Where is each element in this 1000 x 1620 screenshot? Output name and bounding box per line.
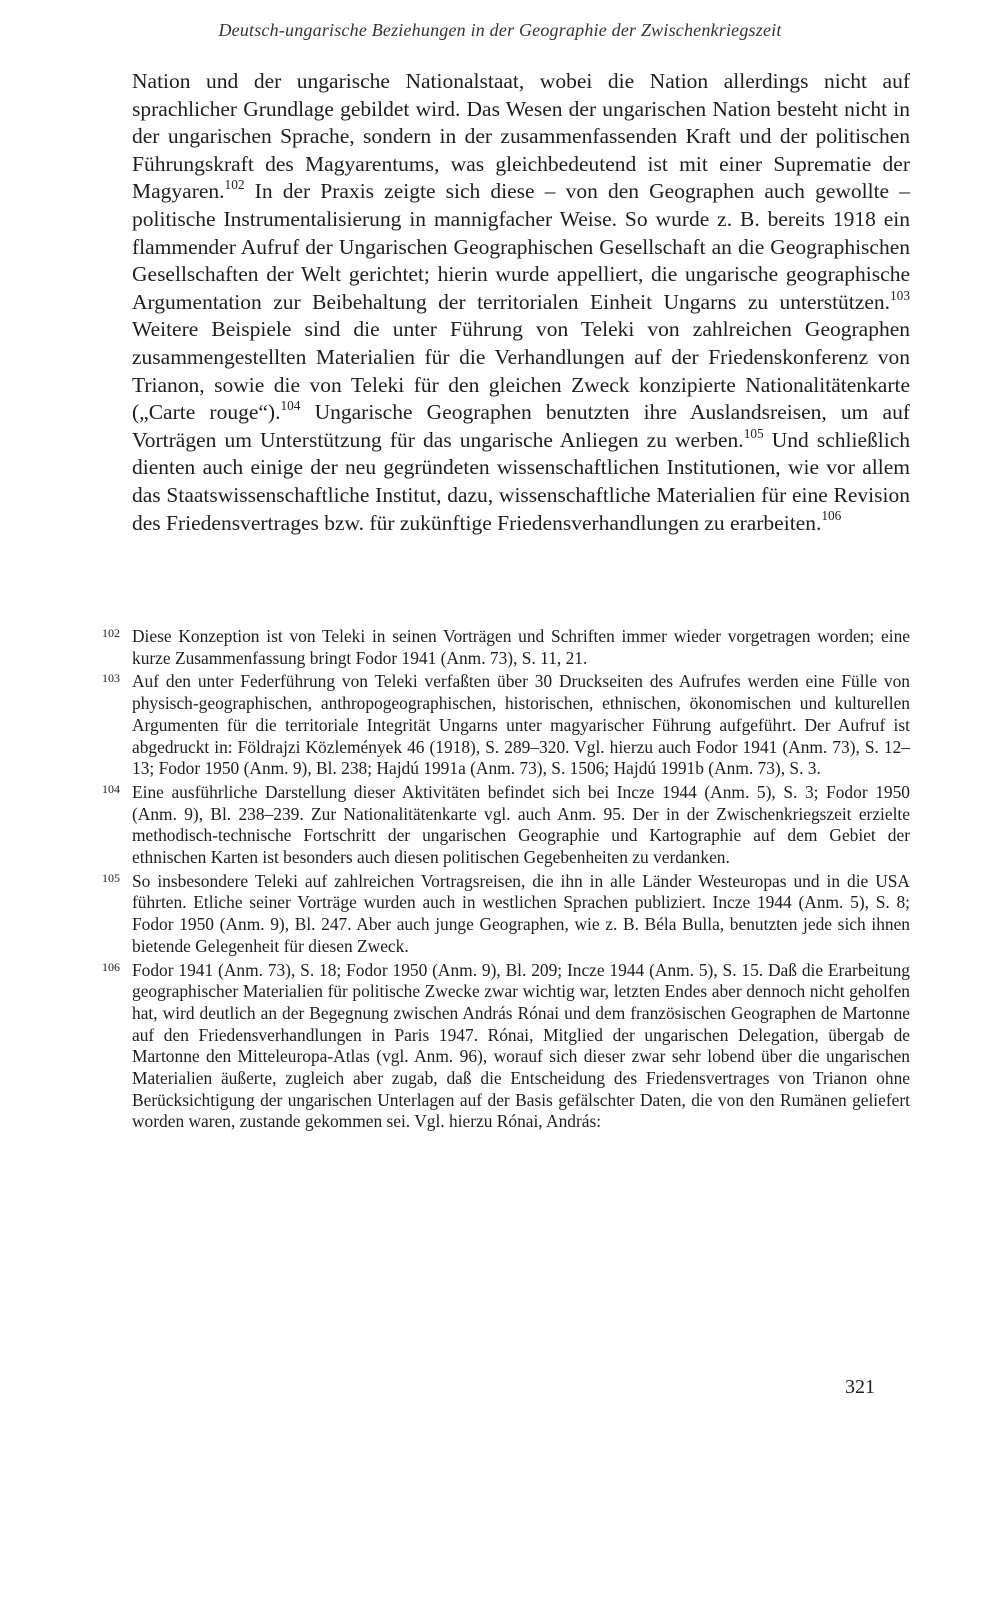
footnote-text: Auf den unter Federführung von Teleki verfaßten über 30 Druckseiten des Aufrufes werden eine Fülle von physisch-geographischen, anthropogeographischen, historischen, ethnischen, ökonomischen und kulturellen Argumenten für die territoriale Integrität Ungarns unter magyarischer Führung aufgeführt. Der Aufruf ist abgedruckt in: Földrajzi Közlemények 46 (1918), S. 289–320. Vgl. hierzu auch Fodor 1941 (Anm. 73), S. 12–13; Fodor 1950 (Anm. 9), Bl. 238; Hajdú 1991a (Anm. 73), S. 1506; Hajdú 1991b (Anm. 73), S. 3.	[132, 671, 910, 779]
footnote-ref[interactable]: 102	[224, 177, 245, 193]
body-segment: Und schließlich dienten auch einige der neu gegründeten wissenschaftlichen Institutionen, wie vor allem das Staatswissenschaftliche Institut, dazu, wissenschaftliche Materialien für eine Revision des Friedensvertrages bzw. für zukünftige Friedensverhandlungen zu erarbeiten.	[132, 427, 910, 535]
footnote-number: 102	[102, 626, 120, 640]
footnote	[102, 626, 910, 669]
footnote-text: So insbesondere Teleki auf zahlreichen Vortragsreisen, die ihn in alle Länder Westeuropas und in die USA führten. Etliche seiner Vorträge wurden auch in westlichen Sprachen publiziert. Incze 1944 (Anm. 5), S. 8; Fodor 1950 (Anm. 9), Bl. 247. Aber auch junge Geographen, wie z. B. Béla Bulla, benutzten jede sich ihnen bietende Gelegenheit für diesen Zweck.	[132, 870, 910, 956]
footnote	[102, 959, 910, 1134]
footnote-text: Fodor 1941 (Anm. 73), S. 18; Fodor 1950 (Anm. 9), Bl. 209; Incze 1944 (Anm. 5), S. 15. Daß die Erarbeitung geographischer Materialien für politische Zwecke zwar wichtig war, letzten Endes aber dennoch nicht geholfen hat, wird deutlich an der Begegnung zwischen András Rónai und dem französischen Geographen de Martonne auf den Friedensverhandlungen in Paris 1947. Rónai, Mitglied der ungarischen Delegation, übergab de Martonne den Mitteleuropa-Atlas (vgl. Anm. 96), worauf sich dieser zwar sehr lobend über die ungarischen Materialien äußerte, zugleich aber zugab, daß die Entscheidung des Friedensvertrages von Trianon ohne Berücksichtigung der ungarischen Unterlagen auf der Basis gefälschter Daten, die von den Rumänen geliefert worden waren, zustande gekommen sei. Vgl. hierzu Rónai, András:	[132, 959, 910, 1132]
footnote	[102, 781, 910, 869]
body-paragraph	[132, 68, 910, 537]
footnote-ref[interactable]: 104	[280, 397, 301, 413]
footnote-ref[interactable]: 106	[821, 508, 842, 524]
running-head: Deutsch-ungarische Beziehungen in der Geographie der Zwischenkriegszeit	[218, 20, 782, 40]
footnote-ref[interactable]: 105	[743, 425, 764, 441]
body-segment: In der Praxis zeigte sich diese – von den Geographen auch gewollte – politische Instrumentalisierung in mannigfacher Weise. So wurde z. B. bereits 1918 ein flammender Aufruf der Ungarischen Geographischen Gesellschaft an die Geographischen Gesellschaften der Welt gerichtet; hierin wurde appelliert, die ungarische geographische Argumentation zur Beibehaltung der territorialen Einheit Ungarns zu unterstützen.	[132, 179, 910, 314]
body-segment: Ungarische Geographen benutzten ihre Auslandsreisen, um auf Vorträgen um Unterstützung für das ungarische Anliegen zu werben.	[132, 400, 910, 452]
footnote-text: Eine ausführliche Darstellung dieser Aktivitäten befindet sich bei Incze 1944 (Anm. 5), S. 3; Fodor 1950 (Anm. 9), Bl. 238–239. Zur Nationalitätenkarte vgl. auch Anm. 95. Der in der Zwischenkriegszeit erzielte methodisch-technische Fortschritt der ungarischen Geographie und Kartographie auf dem Gebiet der ethnischen Karten ist besonders auch diesen politischen Gegebenheiten zu verdanken.	[132, 781, 910, 868]
page-number: 321	[845, 1376, 875, 1398]
footnote-number: 106	[102, 959, 120, 974]
footnote-text: Diese Konzeption ist von Teleki in seinen Vorträgen und Schriften immer wieder vorgetragen worden; eine kurze Zusammenfassung bringt Fodor 1941 (Anm. 73), S. 11, 21.	[132, 626, 910, 668]
footnote-number: 103	[102, 671, 120, 686]
footnote	[102, 671, 910, 780]
footnotes	[102, 626, 910, 1135]
footnote-number: 104	[102, 781, 120, 796]
body-segment: Weitere Beispiele sind die unter Führung von Teleki von zahlreichen Geographen zusammengestellten Materialien für die Verhandlungen auf der Friedenskonferenz von Trianon, sowie die von Teleki für den gleichen Zweck konzipierte Nationalitätenkarte („Carte rouge“).	[132, 317, 910, 425]
body-text	[132, 68, 910, 537]
body-segment: Nation und der ungarische Nationalstaat, wobei die Nation allerdings nicht auf sprachlicher Grundlage gebildet wird. Das Wesen der ungarischen Nation besteht nicht in der ungarischen Sprache, sondern in der zusammenfassenden Kraft und der politischen Führungskraft des Magyarentums, was gleichbedeutend ist mit einer Suprematie der Magyaren.	[132, 69, 910, 204]
footnote	[102, 870, 910, 958]
footnote-ref[interactable]: 103	[890, 287, 910, 303]
footnote-number: 105	[102, 870, 120, 885]
